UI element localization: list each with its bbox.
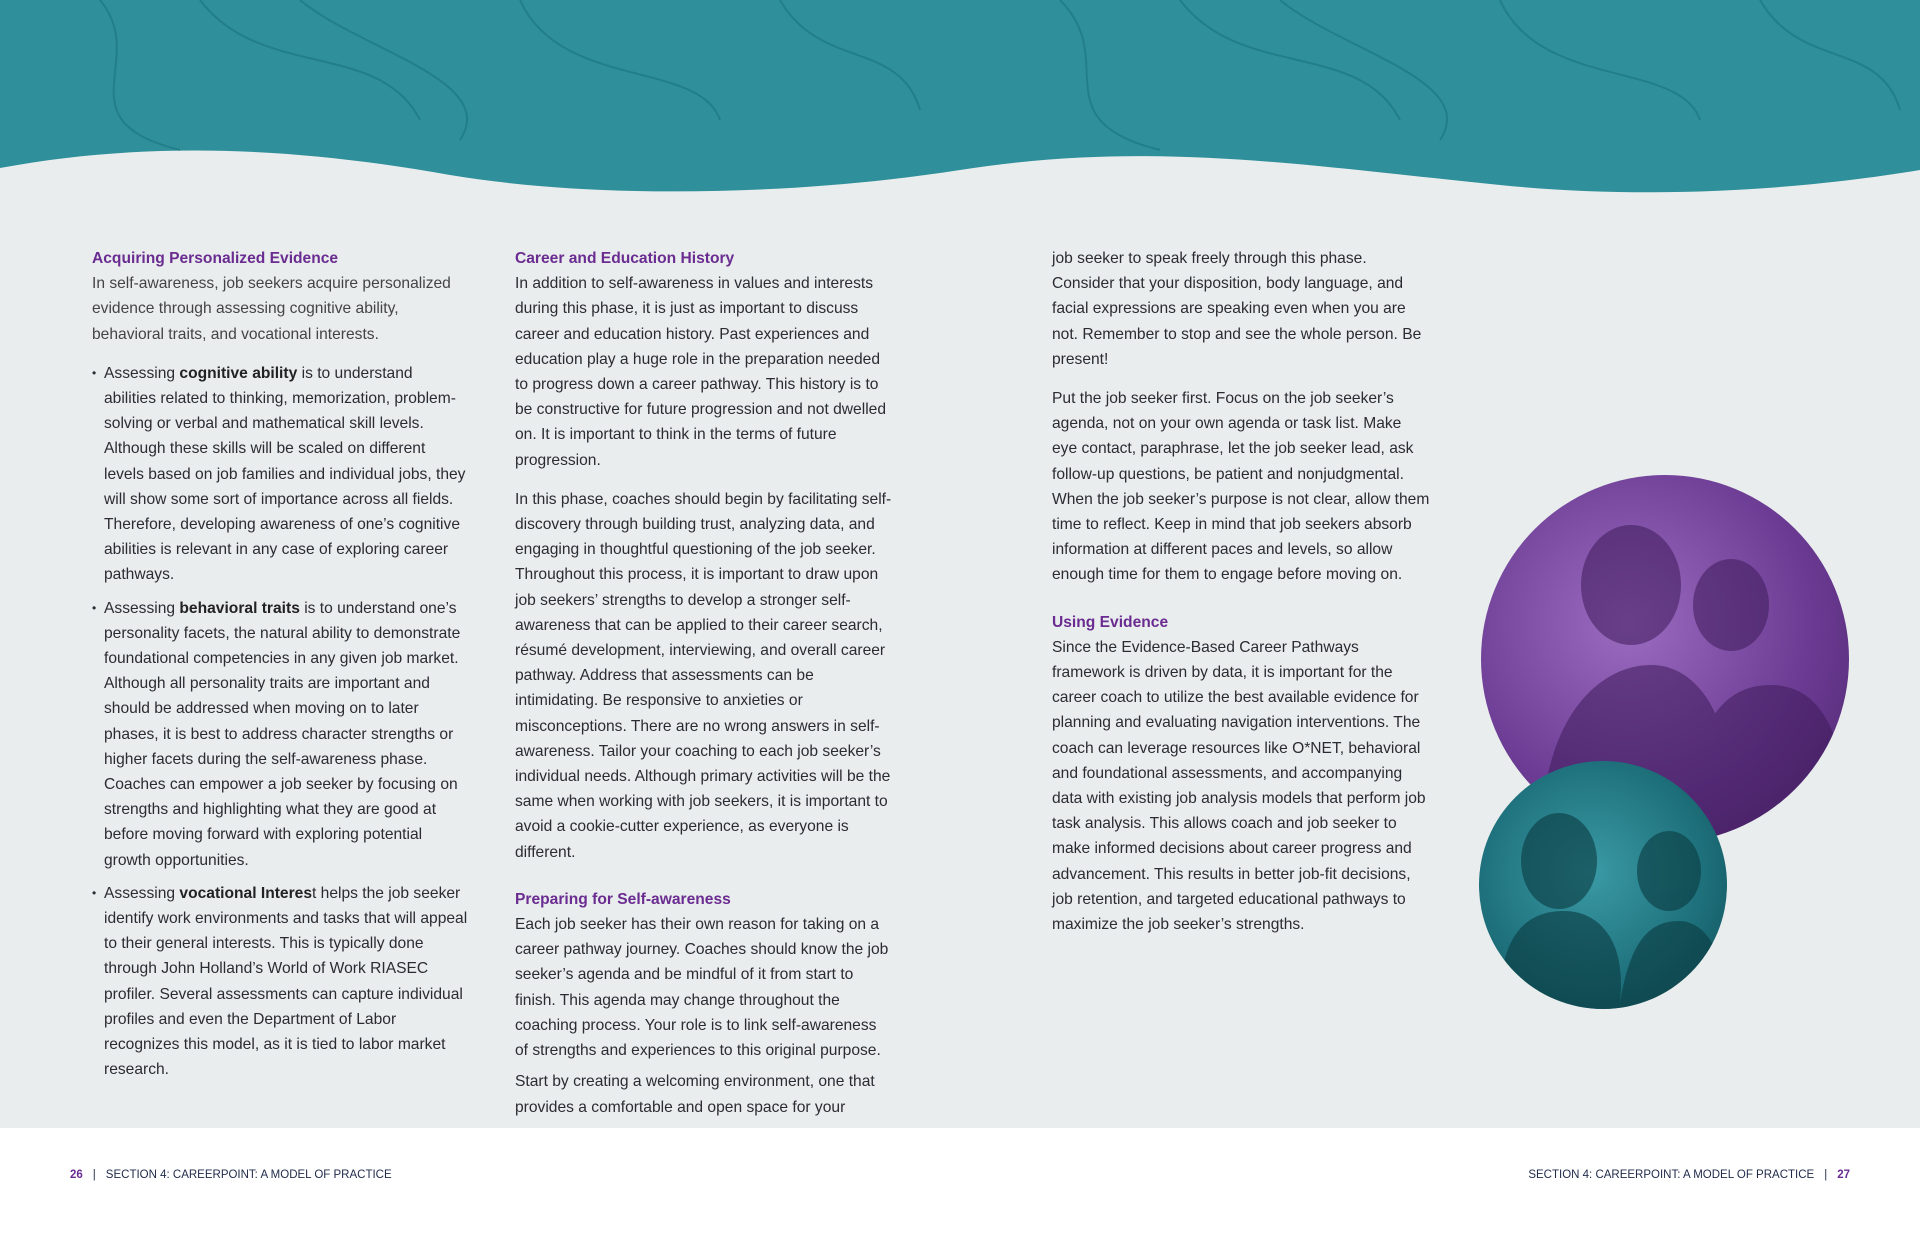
column-using-evidence xyxy=(1052,246,1430,951)
photo-coaching-teal xyxy=(1479,761,1727,1009)
bold-term: cognitive ability xyxy=(179,364,298,382)
text: Assessing xyxy=(104,884,180,902)
section-heading: Career and Education History xyxy=(515,250,735,267)
text: is to understand one’s personality facets, the natural ability to demonstrate foundational competencies in any given job market. Although all personality traits are important and should be addressed when moving on to later phases, it is best to address character strengths or higher facets during the self-awareness phase. Coaches can empower a job seeker by focusing on strengths and highlighting what they are good at before moving forward with exploring potential growth opportunities. xyxy=(104,599,461,869)
paragraph: Each job seeker has their own reason for taking on a career pathway journey. Coaches should know the job seeker’s agenda and be mindful of it from start to finish. This agenda may change throughout the coaching process. Your role is to link self-awareness of strengths and experiences to this original purpose. xyxy=(515,916,889,1060)
text: is to understand abilities related to thinking, memorization, problem-solving or verbal and mathematical skill levels. Although these skills will be scaled on different levels based on job families and individual jobs, they will show some sort of importance across all fields. Therefore, developing awareness of one’s cognitive abilities is relevant in any case of exploring career pathways. xyxy=(104,364,466,584)
text: Assessing xyxy=(104,364,180,382)
section-title: SECTION 4: CAREERPOINT: A MODEL OF PRACTICE xyxy=(105,1169,392,1181)
column-acquiring-evidence xyxy=(92,246,468,1091)
paragraph: In this phase, coaches should begin by facilitating self-discovery through building trust, analyzing data, and engaging in thoughtful questioning of the job seeker. Throughout this process, it is important to draw upon job seekers’ strengths to develop a stronger self-awareness that can be applied to their career search, résumé development, interviewing, and overall career pathway. Address that assessments can be intimidating. Be responsive to anxieties or misconceptions. There are no wrong answers in self-awareness. Tailor your coaching to each job seeker’s individual needs. Although primary activities will be the same when working with job seekers, it is important to avoid a cookie-cutter experience, as everyone is different. xyxy=(515,490,892,861)
page-number: 26 xyxy=(70,1169,83,1181)
footer-left xyxy=(70,1169,392,1181)
bullet-item xyxy=(92,361,468,588)
section-title: SECTION 4: CAREERPOINT: A MODEL OF PRACTICE xyxy=(1528,1169,1815,1181)
section-heading: Preparing for Self-awareness xyxy=(515,890,731,908)
bold-term: vocational Interes xyxy=(179,884,312,902)
paragraph: In addition to self-awareness in values and interests during this phase, it is just as important to discuss career and education history. Past experiences and education play a huge role in the preparation needed to progress down a career pathway. This history is to be constructive for future progression and not dwelled on. It is important to think in the terms of future progression. xyxy=(515,275,886,469)
page-number: 27 xyxy=(1837,1169,1850,1181)
bullet-list xyxy=(92,361,468,1083)
topographic-header-banner xyxy=(0,0,1920,200)
footer-right xyxy=(1528,1169,1850,1181)
bold-term: behavioral traits xyxy=(179,599,300,617)
paragraph: Start by creating a welcoming environment, one that provides a comfortable and open space for your xyxy=(515,1073,875,1116)
paragraph: Put the job seeker first. Focus on the job seeker’s agenda, not on your own agenda or task list. Make eye contact, paraphrase, let the job seeker lead, ask follow-up questions, be patient and nonjudgmental. When the job seeker’s purpose is not clear, allow them time to reflect. Keep in mind that job seekers absorb information at different paces and levels, so allow enough time for them to engage before moving on. xyxy=(1052,390,1430,584)
divider: | xyxy=(92,1169,96,1181)
paragraph: Since the Evidence-Based Career Pathways framework is driven by data, it is important for the career coach to utilize the best available evidence for planning and evaluating navigation interventions. The coach can leverage resources like O*NET, behavioral and foundational assessments, and accompanying data with existing job analysis models that perform job task analysis. This allows coach and job seeker to make informed decisions about career progress and advancement. This results in better job-fit decisions, job retention, and targeted educational pathways to maximize the job seeker’s strengths. xyxy=(1052,638,1426,934)
section-heading: Acquiring Personalized Evidence xyxy=(92,250,339,267)
section-heading: Using Evidence xyxy=(1052,613,1169,631)
paragraph: job seeker to speak freely through this phase. Consider that your disposition, body language, and facial expressions are speaking even when you are not. Remember to stop and see the whole person. Be present! xyxy=(1052,250,1422,368)
divider: | xyxy=(1824,1169,1828,1181)
text: t helps the job seeker identify work environments and tasks that will appeal to their general interests. This is typically done through John Holland’s World of Work RIASEC profiler. Several assessments can capture individual profiles and even the Department of Labor recognizes this model, as it is tied to labor market research. xyxy=(104,884,468,1079)
text: Assessing xyxy=(104,599,180,617)
bullet-item xyxy=(92,596,468,873)
bullet-item xyxy=(92,881,468,1083)
intro-paragraph: In self-awareness, job seekers acquire personalized evidence through assessing cognitive ability, behavioral traits, and vocational interests. xyxy=(92,275,451,343)
column-career-history xyxy=(515,246,893,1134)
